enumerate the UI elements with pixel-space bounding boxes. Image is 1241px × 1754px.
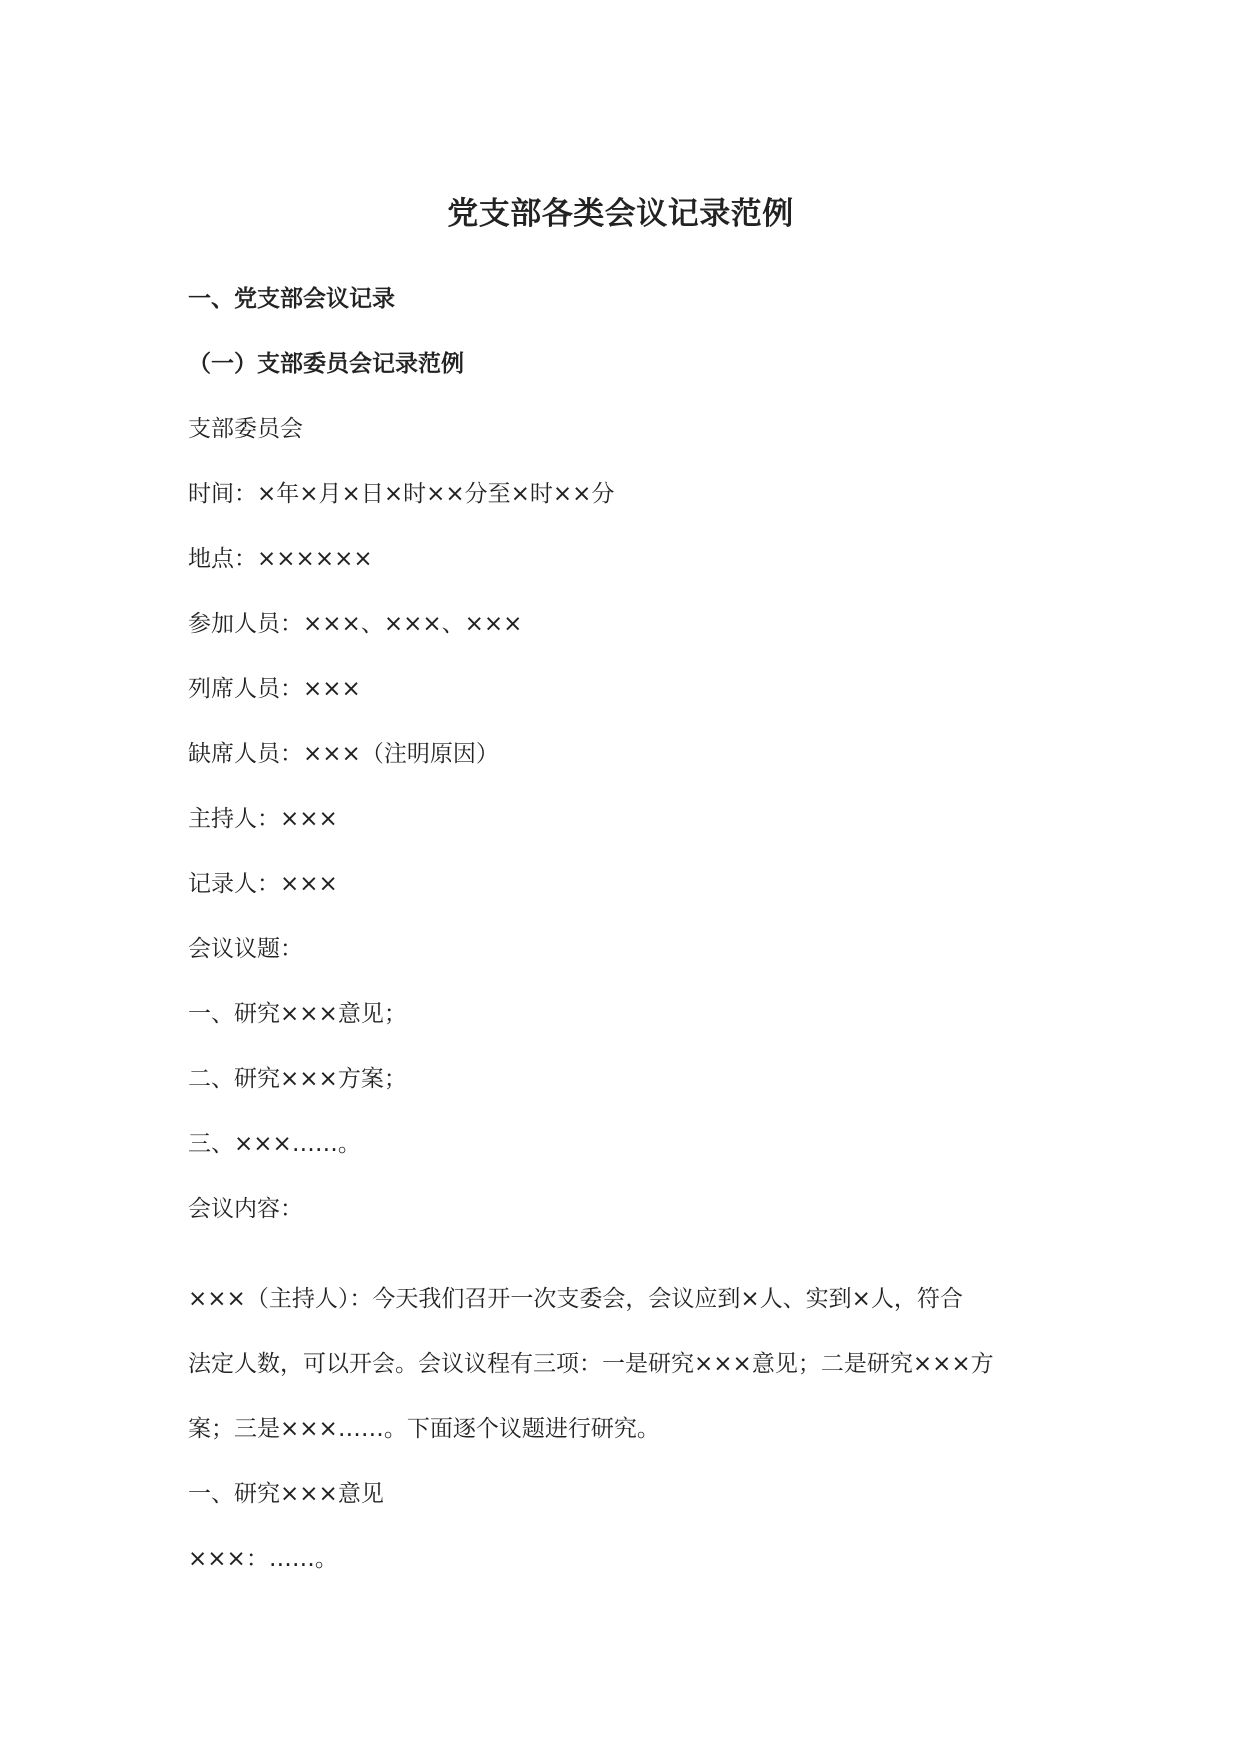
- content-paragraph-line: ×××（主持人）：今天我们召开一次支委会，会议应到×人、实到×人，符合: [188, 1286, 963, 1312]
- item-speech: ×××：……。: [188, 1546, 338, 1572]
- subsection-heading: （一）支部委员会记录范例: [188, 351, 464, 377]
- meeting-time: 时间：×年×月×日×时××分至×时××分: [188, 481, 615, 507]
- section-heading: 一、党支部会议记录: [188, 286, 395, 312]
- agenda-item: 一、研究×××意见；: [188, 1001, 407, 1027]
- recorder: 记录人：×××: [188, 871, 338, 897]
- host: 主持人：×××: [188, 806, 338, 832]
- meeting-type: 支部委员会: [188, 416, 303, 442]
- meeting-place: 地点：××××××: [188, 546, 373, 572]
- agenda-label: 会议议题：: [188, 936, 303, 962]
- item-heading: 一、研究×××意见: [188, 1481, 384, 1507]
- agenda-item: 三、×××……。: [188, 1131, 361, 1157]
- absentees: 缺席人员：×××（注明原因）: [188, 741, 499, 767]
- content-paragraph-line: 法定人数，可以开会。会议议程有三项：一是研究×××意见；二是研究×××方: [188, 1351, 994, 1377]
- document-title: 党支部各类会议记录范例: [447, 196, 794, 232]
- agenda-item: 二、研究×××方案；: [188, 1066, 407, 1092]
- observers: 列席人员：×××: [188, 676, 361, 702]
- content-paragraph-line: 案；三是×××……。下面逐个议题进行研究。: [188, 1416, 660, 1442]
- attendees: 参加人员：×××、×××、×××: [188, 611, 523, 637]
- content-label: 会议内容：: [188, 1196, 303, 1222]
